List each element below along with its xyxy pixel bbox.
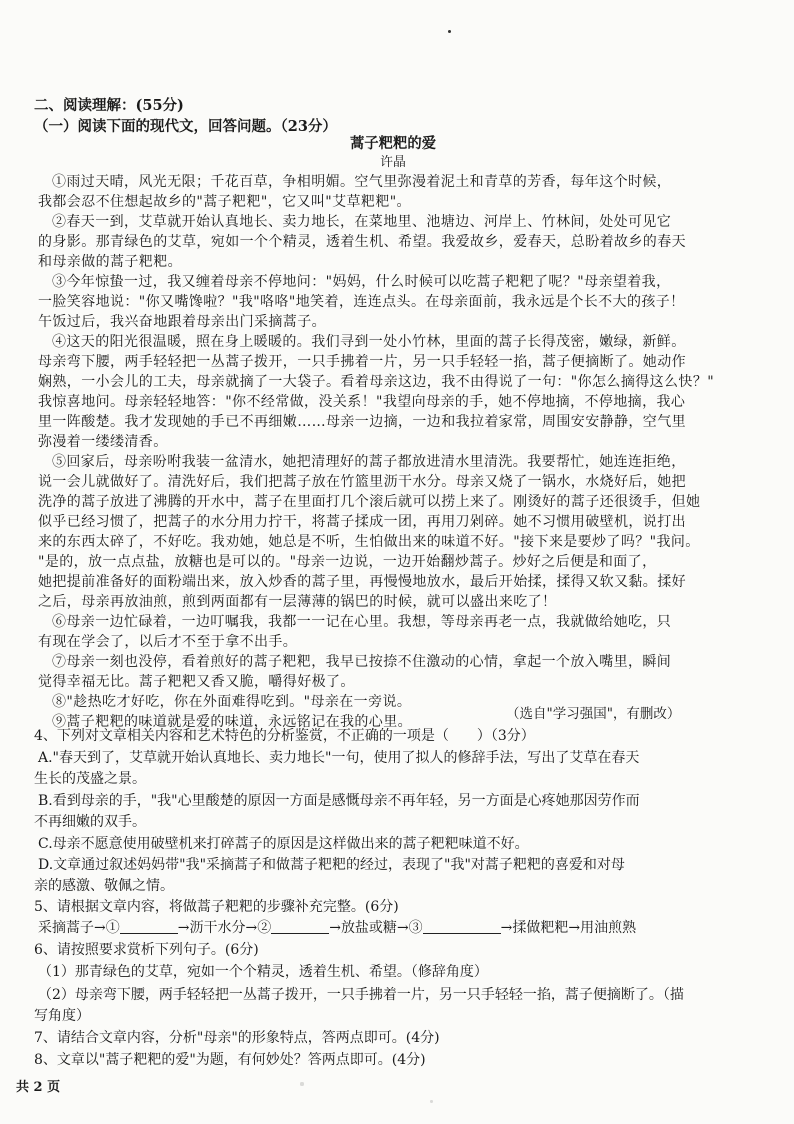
step-2: 沥干水分 bbox=[189, 920, 246, 936]
answer-blank-1[interactable] bbox=[120, 919, 178, 934]
option-d: D.文章通过叙述妈妈带"我"采摘蒿子和做蒿子粑粑的经过，表现了"我"对蒿子粑粑的喜爱和对母 bbox=[38, 857, 625, 873]
passage-line: ③今年惊蛰一过，我又缠着母亲不停地问："妈妈，什么时候可以吃蒿子粑粑了呢？"母亲望着我， bbox=[52, 274, 671, 290]
passage-line: 午饭过后，我兴奋地跟着母亲出门采摘蒿子。 bbox=[38, 314, 326, 330]
passage-line: 洗净的蒿子放进了沸腾的开水中，蒿子在里面打几个滚后就可以捞上来了。刚烫好的蒿子还很烫手，但她 bbox=[38, 494, 701, 510]
step-3: 放盐或糖 bbox=[340, 920, 397, 936]
arrow: → bbox=[94, 920, 106, 936]
scan-speck bbox=[430, 1100, 433, 1103]
passage-line: 和母亲做的蒿子粑粑。 bbox=[38, 254, 182, 270]
passage-line: ②春天一到，艾草就开始认真地长、卖力地长，在菜地里、池塘边、河岸上、竹林间，处处可见它 bbox=[52, 214, 672, 230]
passage-line: 觉得幸福无比。蒿子粑粑又香又脆，嚼得好极了。 bbox=[38, 674, 355, 690]
passage-line: 似乎已经习惯了，把蒿子的水分用力拧干，将蒿子揉成一团，再用刀剁碎。她不习惯用破壁机，说打出 bbox=[38, 514, 686, 530]
passage-line: ⑥母亲一边忙碌着，一边叮嘱我，我都一一记在心里。我想，等母亲再老一点，我就做给她吃，只 bbox=[52, 614, 672, 630]
step-5: 用油煎熟 bbox=[580, 920, 637, 936]
passage-line: 之后，母亲再放油煎，煎到两面都有一层薄薄的锅巴的时候，就可以盛出来吃了！ bbox=[38, 594, 557, 610]
passage-line: 母亲弯下腰，两手轻轻把一丛蒿子拨开，一只手拂着一片，另一只手轻轻一掐，蒿子便摘断了。她动作 bbox=[38, 354, 686, 370]
blank-marker-1: ① bbox=[105, 920, 120, 936]
passage-line: 娴熟，一小会儿的工夫，母亲就摘了一大袋子。看着母亲这边，我不由得说了一句："你怎么摘得这么快？" bbox=[38, 374, 715, 390]
step-flow bbox=[38, 918, 636, 938]
question-6-2: （2）母亲弯下腰，两手轻轻把一丛蒿子拨开，一只手拂着一片，另一只手轻轻一掐，蒿子便摘断了。（描 bbox=[38, 987, 684, 1003]
passage-line: 的身影。那青绿色的艾草，宛如一个个精灵，透着生机、希望。我爱故乡，爱春天，总盼着故乡的春天 bbox=[38, 234, 686, 250]
question-8: 8、文章以"蒿子粑粑的爱"为题，有何妙处？答两点即可。(4分) bbox=[34, 1052, 426, 1068]
passage-line: 我惊喜地问。母亲轻轻地答："你不经常做，没关系！"我望向母亲的手，她不停地摘，不停地摘，我心 bbox=[38, 394, 686, 410]
arrow: → bbox=[245, 920, 258, 936]
option-a-cont: 生长的茂盛之景。 bbox=[34, 771, 146, 787]
section-subheading: （一）阅读下面的现代文，回答问题。（23分） bbox=[34, 118, 337, 135]
passage-line: 一脸笑容地说："你又嘴馋啦？"我"咯咯"地笑着，连连点头。在母亲面前，我永远是个长不大的孩子！ bbox=[38, 294, 685, 310]
scan-speck bbox=[300, 1082, 304, 1086]
question-6-1: （1）那青绿色的艾草，宛如一个个精灵，透着生机、希望。（修辞角度） bbox=[38, 964, 488, 980]
passage-line: 里一阵酸楚。我才发现她的手已不再细嫩……母亲一边摘，一边和我拉着家常，周围安安静静，空气里 bbox=[38, 414, 686, 430]
arrow: → bbox=[568, 920, 581, 936]
arrow: → bbox=[177, 920, 190, 936]
passage-line: 弥漫着一缕缕清香。 bbox=[38, 434, 168, 450]
passage-line: 她把提前准备好的面粉端出来，放入炒香的蒿子里，再慢慢地放水，最后开始揉，揉得又软又黏。揉好 bbox=[38, 574, 686, 590]
section-heading: 二、阅读理解：(55分) bbox=[34, 97, 184, 114]
passage-line: ⑤回家后，母亲吩咐我装一盆清水，她把清理好的蒿子都放进清水里清洗。我要帮忙，她连连拒绝， bbox=[52, 454, 686, 470]
passage-line: 有现在学会了，以后才不至于拿不出手。 bbox=[38, 634, 298, 650]
passage-line: ⑦母亲一刻也没停，看着煎好的蒿子粑粑，我早已按捺不住激动的心情，拿起一个放入嘴里，瞬间 bbox=[52, 654, 672, 670]
option-b-cont: 不再细嫩的双手。 bbox=[34, 814, 146, 830]
passage-line: 说一会儿就做好了。清洗好后，我们把蒿子放在竹篮里沥干水分。母亲又烧了一锅水，水烧好后，她把 bbox=[38, 474, 686, 490]
answer-blank-2[interactable] bbox=[271, 919, 329, 934]
question-6-2-cont: 写角度） bbox=[34, 1008, 90, 1024]
option-c: C.母亲不愿意使用破壁机来打碎蒿子的原因是这样做出来的蒿子粑粑味道不好。 bbox=[38, 836, 529, 852]
blank-marker-2: ② bbox=[257, 920, 272, 936]
answer-blank-3[interactable] bbox=[423, 919, 501, 934]
question-7: 7、请结合文章内容，分析"母亲"的形象特点，答两点即可。(4分) bbox=[34, 1030, 440, 1046]
arrow: → bbox=[396, 920, 409, 936]
option-d-cont: 亲的感激、敬佩之情。 bbox=[34, 878, 174, 894]
blank-marker-3: ③ bbox=[408, 920, 423, 936]
passage-line: ⑧"趁热吃才好吃，你在外面难得吃到。"母亲在一旁说。 bbox=[52, 694, 412, 710]
arrow: → bbox=[500, 920, 513, 936]
passage-line: 来的东西太碎了，不好吃。我劝她，她总是不听，生怕做出来的味道不好。"接下来是要炒了吗？"我问。 bbox=[38, 534, 700, 550]
option-b: B.看到母亲的手，"我"心里酸楚的原因一方面是感慨母亲不再年轻，另一方面是心疼她那因劳作而 bbox=[38, 793, 640, 809]
scan-mark bbox=[448, 30, 451, 33]
step-1: 采摘蒿子 bbox=[38, 920, 94, 936]
question-4: 4、下列对文章相关内容和艺术特色的分析鉴赏，不正确的一项是（ ）（3分） bbox=[34, 728, 535, 744]
passage-line: 我都会忍不住想起故乡的"蒿子粑粑"，它又叫"艾草粑粑"。 bbox=[38, 194, 411, 210]
option-a: A."春天到了，艾草就开始认真地长、卖力地长"一句，使用了拟人的修辞手法，写出了艾草在春天 bbox=[38, 750, 640, 766]
source-note: （选自"学习强国"，有删改） bbox=[506, 706, 681, 722]
arrow: → bbox=[329, 920, 341, 936]
article-author: 许晶 bbox=[380, 155, 406, 170]
question-5: 5、请根据文章内容，将做蒿子粑粑的步骤补充完整。(6分) bbox=[34, 899, 399, 915]
step-4: 揉做粑粑 bbox=[512, 920, 569, 936]
article-title: 蒿子粑粑的爱 bbox=[349, 135, 437, 152]
passage-line: ⑨蒿子粑粑的味道就是爱的味道，永远铭记在我的心里。 bbox=[52, 714, 412, 730]
question-6: 6、请按照要求赏析下列句子。(6分) bbox=[34, 942, 259, 958]
passage-line: ④这天的阳光很温暖，照在身上暖暖的。我们寻到一处小竹林，里面的蒿子长得茂密，嫩绿，新鲜。 bbox=[52, 334, 686, 350]
page-count: 共 2 页 bbox=[16, 1080, 61, 1095]
passage-line: "是的，放一点点盐，放糖也是可以的。"母亲一边说，一边开始翻炒蒿子。炒好之后便是和面了， bbox=[38, 554, 657, 570]
passage-line: ①雨过天晴，风光无限；千花百草，争相明媚。空气里弥漫着泥土和青草的芳香，每年这个时候， bbox=[52, 174, 672, 190]
